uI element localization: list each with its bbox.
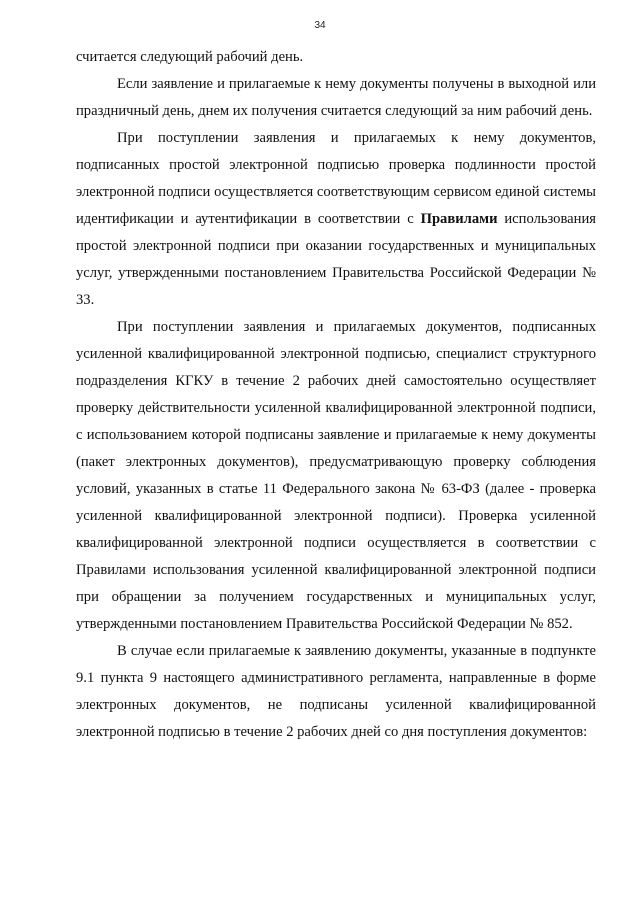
rules-link-text: Правилами [420,211,498,227]
paragraph-2: Если заявление и прилагаемые к нему документы получены в выходной или праздничный день, днем их получения считается следующий за ним рабочий день. [76,76,596,119]
paragraph-4: При поступлении заявления и прилагаемых документов, подписанных усиленной квалифицированной электронной подписью, специалист структурного подразделения КГКУ в течение 2 рабочих дней самостоятельно осуществляет проверку действительности усиленной квалифицированной электронной подписи, с использованием которой подписаны заявление и прилагаемые к нему документы (пакет электронных документов), предусматривающую проверку соблюдения условий, указанных в статье 11 Федерального закона № 63-ФЗ (далее - проверка усиленной квалифицированной электронной подписи). Проверка усиленной квалифицированной электронной подписи осуществляется в соответствии с Правилами использования усиленной квалифицированной электронной подписи при обращении за получением государственных и муниципальных услуг, утвержденными постановлением Правительства Российской Федерации № 852. [76,319,596,632]
paragraph-3-text-end: использования простой электронной подписи при оказании государственных и муниципальных услуг, утвержденными постановлением Правительства Российской Федерации № 33. [76,211,596,308]
document-body [76,44,596,746]
paragraph-1: считается следующий рабочий день. [76,49,304,65]
page-number: 34 [314,20,326,31]
paragraph-3-text-start: При поступлении заявления и прилагаемых к нему документов, подписанных простой электронной подписью проверка подлинности простой электронной подписи осуществляется соответствующим сервисом единой системы идентификации и аутентификации в соответствии с [76,130,596,227]
paragraph-5: В случае если прилагаемые к заявлению документы, указанные в подпункте 9.1 пункта 9 настоящего административного регламента, направленные в форме электронных документов, не подписаны усиленной квалифицированной электронной подписью в течение 2 рабочих дней со дня поступления документов: [76,643,596,740]
paragraph-3 [76,125,596,314]
